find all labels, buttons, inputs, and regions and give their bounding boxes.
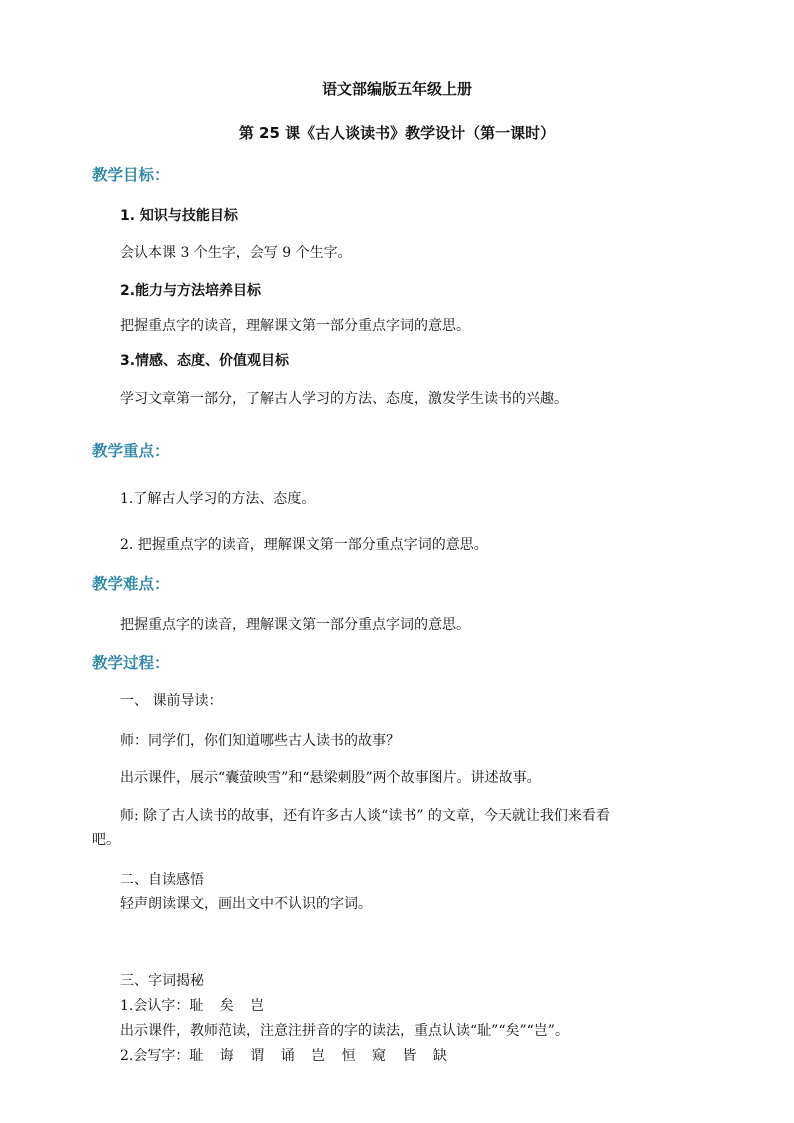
process-paragraph: 轻声朗读课文，画出文中不认识的字词。 [120, 896, 372, 912]
process-paragraph-continued: 吧。 [92, 832, 120, 848]
difficulties-heading: 教学难点： [92, 575, 170, 593]
objective-3-title: 3.情感、态度、价值观目标 [120, 353, 290, 369]
process-step-3-title: 三、字词揭秘 [120, 973, 204, 989]
objective-2-text: 把握重点字的读音，理解课文第一部分重点字词的意思。 [120, 318, 470, 334]
objective-2-title: 2.能力与方法培养目标 [120, 283, 262, 299]
process-paragraph: 出示课件，教师范读，注意注拼音的字的读法，重点认读“耻”“矣”“岂”。 [120, 1023, 569, 1039]
key-point-2: 2. 把握重点字的读音，理解课文第一部分重点字词的意思。 [120, 537, 488, 553]
objective-1-title: 1. 知识与技能目标 [120, 208, 238, 224]
objective-3-text: 学习文章第一部分，了解古人学习的方法、态度，激发学生读书的兴趣。 [120, 391, 568, 407]
objective-1-text: 会认本课 3 个生字，会写 9 个生字。 [120, 245, 352, 261]
process-step-2-title: 二、自读感悟 [120, 872, 204, 888]
process-paragraph: 出示课件，展示“囊萤映雪”和“悬梁刺股”两个故事图片。讲述故事。 [120, 770, 541, 786]
recognize-characters: 1.会认字：耻 矣 岂 [120, 998, 265, 1014]
write-characters: 2.会写字：耻 诲 谓 诵 岂 恒 窥 皆 缺 [120, 1048, 447, 1064]
process-heading: 教学过程： [92, 654, 170, 672]
objectives-heading: 教学目标： [92, 166, 170, 184]
difficulty-text: 把握重点字的读音，理解课文第一部分重点字词的意思。 [120, 617, 470, 633]
key-point-1: 1.了解古人学习的方法、态度。 [120, 491, 316, 507]
process-paragraph: 师: 除了古人读书的故事，还有许多古人谈“读书” 的文章，今天就让我们来看看 [120, 808, 610, 824]
key-points-heading: 教学重点： [92, 442, 170, 460]
process-paragraph: 师：同学们，你们知道哪些古人读书的故事？ [120, 733, 400, 749]
document-title: 语文部编版五年级上册 [321, 80, 472, 98]
process-step-1-title: 一、 课前导读： [120, 693, 223, 709]
document-subtitle: 第 25 课《古人谈读书》教学设计（第一课时） [238, 124, 556, 142]
